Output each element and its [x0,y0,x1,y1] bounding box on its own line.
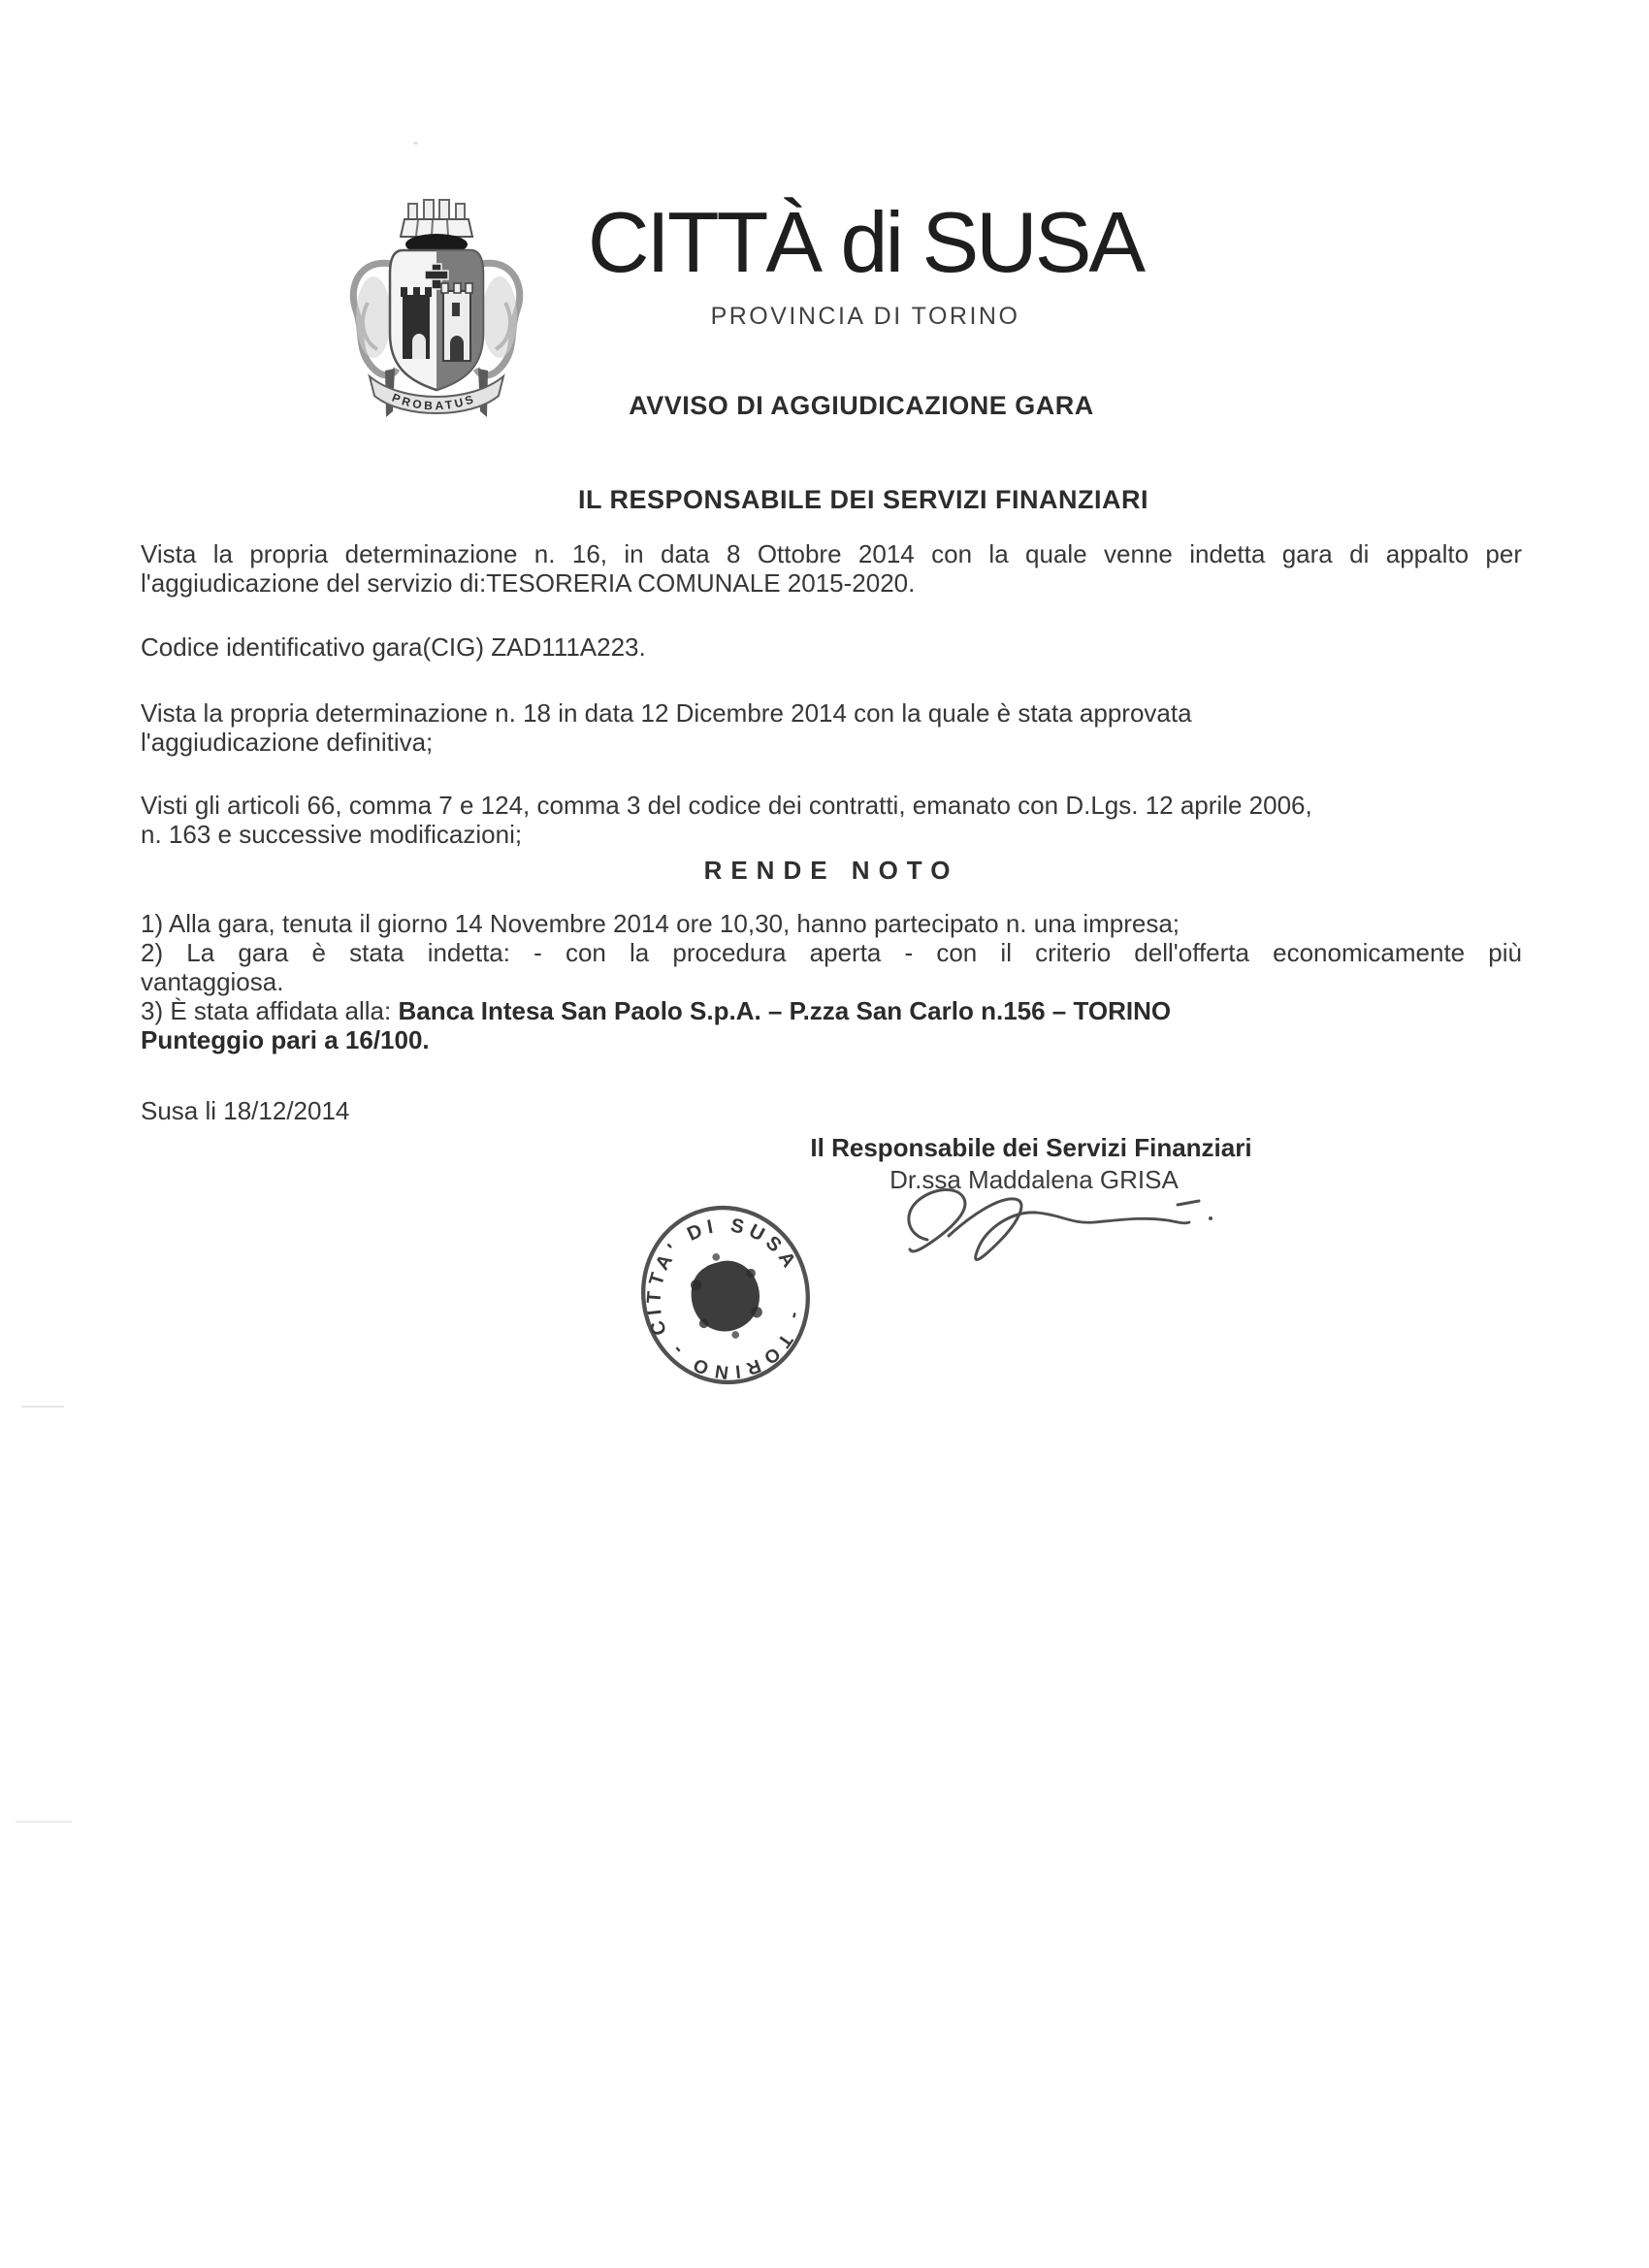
scan-artifact [413,142,418,145]
handwritten-signature [890,1168,1225,1282]
crest-tower-left [401,287,432,359]
stamp-ring-text-bottom: - TORINO - [663,1310,806,1382]
paragraph-articoli [141,791,1522,849]
stamp-center-emblem [682,1246,770,1347]
paragraph-determina-16 [141,539,1522,598]
paragraph-cig: Codice identificativo gara(CIG) ZAD111A223. [141,632,646,662]
paragraph-line: l'aggiudicazione definitiva; [141,728,434,757]
item3-awardee: Banca Intesa San Paolo S.p.A. – P.zza San Carlo n.156 – TORINO [398,996,1172,1025]
round-stamp [612,1181,839,1410]
signature-name: Dr.ssa Maddalena GRISA [889,1165,1179,1194]
signature-role: Il Responsabile dei Servizi Finanziari [810,1133,1252,1162]
item3-prefix: 3) È stata affidata alla: [141,996,399,1025]
paragraph-line: vantaggiosa. [141,967,284,996]
crest-scroll-left [356,276,391,358]
list-item-3 [141,996,1522,1054]
paragraph-determina-18 [141,698,1522,757]
crest-scroll-right [482,276,517,358]
scan-artifact [21,1406,64,1408]
province-subtitle: PROVINCIA DI TORINO [710,303,1020,330]
paragraph-line: 2) La gara è stata indetta: - con la procedura aperta - con il criterio dell'offerta economicamente più [141,938,1522,967]
list-item-1: 1) Alla gara, tenuta il giorno 14 Novembre 2014 ore 10,30, hanno partecipato n. una impresa; [141,909,1180,938]
document-header [587,194,1144,331]
paragraph-line: n. 163 e successive modificazioni; [141,820,523,849]
city-title: CITTÀ di SUSA [587,194,1144,290]
item3-score: Punteggio pari a 16/100. [141,1025,430,1054]
list-item-2 [141,938,1522,996]
city-of-susa-crest-icon [335,186,538,419]
paragraph-line: Visti gli articoli 66, comma 7 e 124, comma 3 del codice dei contratti, emanato con D.Lgs. 12 aprile 2006, [141,791,1312,820]
rende-noto-heading: RENDE NOTO [703,856,959,885]
crest-shield [390,250,483,390]
dateline: Susa li 18/12/2014 [141,1096,350,1125]
crest-tower-right [441,283,472,361]
stamp-ring-text-top: CITTA' DI SUSA [643,1215,803,1339]
paragraph-line: Vista la propria determinazione n. 16, in data 8 Ottobre 2014 con la quale venne indetta gara di appalto per [141,539,1522,568]
role-heading: IL RESPONSABILE DEI SERVIZI FINANZIARI [577,485,1149,514]
notice-title: AVVISO DI AGGIUDICAZIONE GARA [629,391,1094,420]
crest-crown [401,200,472,255]
crest-ribbon-text: PROBATUS [390,390,478,413]
scan-artifact [16,1821,72,1823]
paragraph-line: Vista la propria determinazione n. 18 in data 12 Dicembre 2014 con la quale è stata approvata [141,698,1192,728]
paragraph-line: l'aggiudicazione del servizio di:TESORERIA COMUNALE 2015-2020. [141,568,916,598]
paragraph-line [141,996,1522,1025]
